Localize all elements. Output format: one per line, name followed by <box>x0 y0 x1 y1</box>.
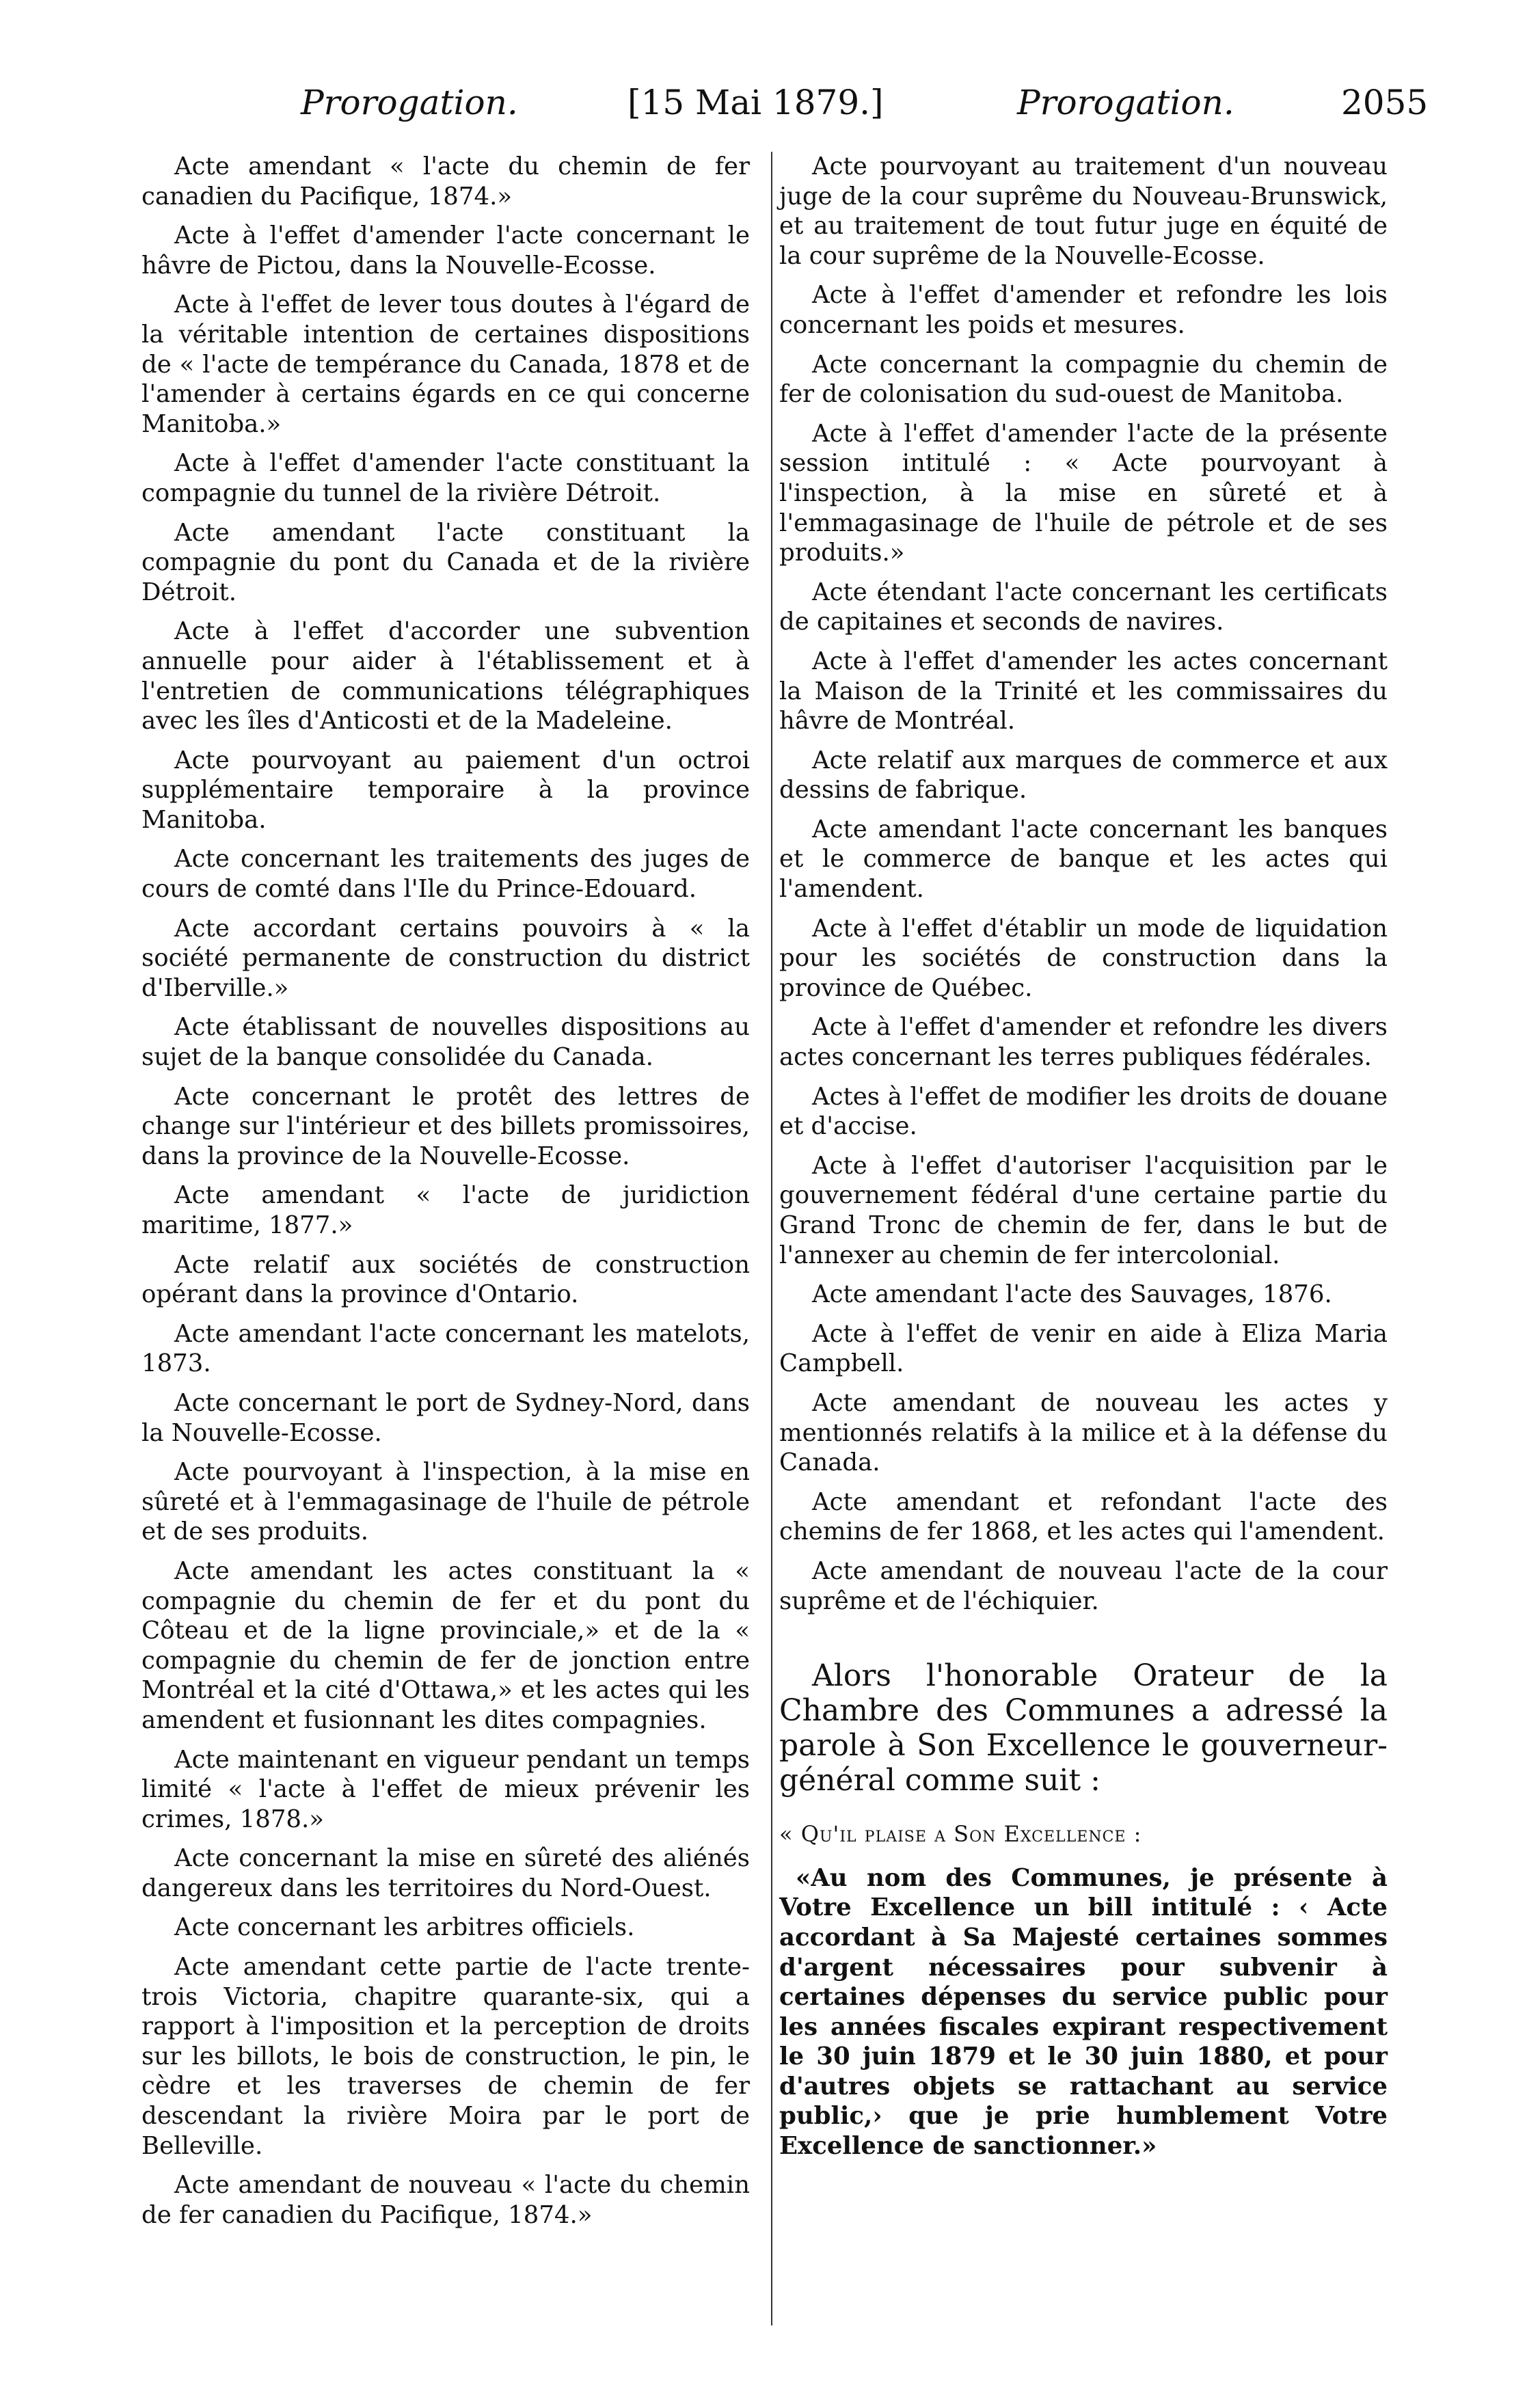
column-divider <box>771 152 772 2325</box>
act-entry: Acte amendant l'acte concernant les matelots, 1873. <box>141 1319 750 1378</box>
act-entry: Acte amendant « l'acte du chemin de fer canadien du Pacifique, 1874.» <box>141 152 750 211</box>
act-entry: Acte concernant les arbitres officiels. <box>174 1913 635 1942</box>
act-entry: Acte concernant la mise en sûreté des aliénés dangereux dans les territoires du Nord-Ouest. <box>141 1844 750 1902</box>
act-entry: Acte concernant le port de Sydney-Nord, dans la Nouvelle-Ecosse. <box>141 1388 750 1447</box>
act-entry: Acte relatif aux sociétés de construction opérant dans la province d'Ontario. <box>141 1250 750 1309</box>
act-entry: Acte à l'effet d'amender les actes concernant la Maison de la Trinité et les commissaires du hâvre de Montréal. <box>779 647 1388 735</box>
act-entry: Acte établissant de nouvelles dispositions au sujet de la banque consolidée du Canada. <box>141 1013 750 1072</box>
act-entry: Acte amendant les actes constituant la « compagnie du chemin de fer et du pont du Côteau et de la ligne provinciale,» et de la « compagnie du chemin de fer de jonction entre Montréal et la cité d'Ottawa,» et les actes qui les amendent et fusionnant les dites compagnies. <box>141 1556 750 1734</box>
act-entry: Acte concernant le protêt des lettres de change sur l'intérieur et des billets promissoires, dans la province de la Nouvelle-Ecosse. <box>141 1082 750 1170</box>
act-entry: Acte pourvoyant à l'inspection, à la mise en sûreté et à l'emmagasinage de l'huile de pétrole et de ses produits. <box>141 1458 750 1546</box>
left-column <box>141 152 750 2239</box>
act-entry: Acte à l'effet d'amender et refondre les lois concernant les poids et mesures. <box>779 281 1388 339</box>
act-entry: Acte concernant les traitements des juges de cours de comté dans l'Ile du Prince-Edouard. <box>141 845 750 904</box>
header-left-title: Prorogation. <box>301 83 518 122</box>
act-entry: Acte amendant « l'acte de juridiction maritime, 1877.» <box>141 1181 750 1239</box>
act-entry: Acte concernant la compagnie du chemin de fer de colonisation du sud-ouest de Manitoba. <box>779 350 1388 409</box>
speaker-address-lead: Alors l'honorable Orateur de la Chambre des Communes a adressé la parole à Son Excellence le gouverneur-général comme suit : <box>779 1658 1388 1798</box>
act-entry: Acte à l'effet de lever tous doutes à l'égard de la véritable intention de certaines dispositions de « l'acte de tempérance du Canada, 1878 et de l'amender à certains égards en ce qui concerne Manitoba.» <box>141 291 750 438</box>
act-entry: Acte amendant l'acte concernant les banques et le commerce de banque et les actes qui l'amendent. <box>779 815 1388 904</box>
act-entry: Acte à l'effet d'établir un mode de liquidation pour les sociétés de construction dans la province de Québec. <box>779 914 1388 1002</box>
header-right-title: Prorogation. <box>1017 83 1234 122</box>
act-entry: Acte à l'effet d'amender l'acte concernant le hâvre de Pictou, dans la Nouvelle-Ecosse. <box>141 221 750 280</box>
page-number: 2055 <box>1341 83 1429 122</box>
act-entry: Acte à l'effet d'amender l'acte constituant la compagnie du tunnel de la rivière Détroit. <box>141 449 750 507</box>
act-entry: Acte pourvoyant au traitement d'un nouveau juge de la cour suprême du Nouveau-Brunswick, et au traitement de tout futur juge en équité de la cour suprême de la Nouvelle-Ecosse. <box>779 152 1388 270</box>
act-entry: Acte amendant de nouveau les actes y mentionnés relatifs à la milice et à la défense du Canada. <box>779 1388 1388 1477</box>
act-entry: Actes à l'effet de modifier les droits de douane et d'accise. <box>779 1082 1388 1141</box>
right-column <box>779 152 1388 2171</box>
header-date: [15 Mai 1879.] <box>627 83 884 122</box>
act-entry: Acte amendant et refondant l'acte des chemins de fer 1868, et les actes qui l'amendent. <box>779 1487 1388 1546</box>
act-entry: Acte relatif aux marques de commerce et aux dessins de fabrique. <box>779 746 1388 805</box>
act-entry: Acte amendant cette partie de l'acte trente-trois Victoria, chapitre quarante-six, qui a rapport à l'imposition et la perception de droits sur les billots, le bois de construction, le pin, le cèdre et les traverses de chemin de fer descendant la rivière Moira par le port de Belleville. <box>141 1953 750 2160</box>
act-entry: Acte à l'effet d'autoriser l'acquisition par le gouvernement fédéral d'une certaine partie du Grand Tronc de chemin de fer, dans le but de l'annexer au chemin de fer intercolonial. <box>779 1151 1388 1269</box>
act-entry: Acte pourvoyant au paiement d'un octroi supplémentaire temporaire à la province Manitoba. <box>141 746 750 834</box>
act-entry: Acte amendant de nouveau « l'acte du chemin de fer canadien du Pacifique, 1874.» <box>141 2171 750 2229</box>
act-entry: Acte amendant l'acte constituant la compagnie du pont du Canada et de la rivière Détroit. <box>141 518 750 606</box>
act-entry: Acte accordant certains pouvoirs à « la société permanente de construction du district d'Iberville.» <box>141 914 750 1002</box>
act-entry: Acte amendant l'acte des Sauvages, 1876. <box>812 1280 1332 1309</box>
act-entry: Acte à l'effet de venir en aide à Eliza Maria Campbell. <box>779 1319 1388 1378</box>
act-entry: Acte amendant de nouveau l'acte de la cour suprême et de l'échiquier. <box>779 1556 1388 1615</box>
act-entry: Acte étendant l'acte concernant les certificats de capitaines et seconds de navires. <box>779 578 1388 636</box>
speaker-address: «Au nom des Communes, je présente à Votre Excellence un bill intitulé : ‹ Acte accordant à Sa Majesté certaines sommes d'argent nécessaires pour subvenir à certaines dépenses du service public pour les années fiscales expirant respectivement le 30 juin 1879 et le 30 juin 1880, et pour d'autres objets se rattachant au service public,› que je prie humblement Votre Excellence de sanctionner.» <box>779 1863 1388 2161</box>
running-header <box>0 75 1540 130</box>
act-entry: Acte à l'effet d'amender l'acte de la présente session intitulé : « Acte pourvoyant à l'inspection, à la mise en sûreté et à l'emmagasinage de l'huile de pétrole et de ses produits.» <box>779 419 1388 567</box>
salutation: « Qu'il plaise a Son Excellence : <box>779 1821 1142 1848</box>
act-entry: Acte maintenant en vigueur pendant un temps limité « l'acte à l'effet de mieux prévenir les crimes, 1878.» <box>141 1745 750 1833</box>
act-entry: Acte à l'effet d'amender et refondre les divers actes concernant les terres publiques fédérales. <box>779 1013 1388 1072</box>
act-entry: Acte à l'effet d'accorder une subvention annuelle pour aider à l'établissement et à l'entretien de communications télégraphiques avec les îles d'Anticosti et de la Madeleine. <box>141 617 750 735</box>
